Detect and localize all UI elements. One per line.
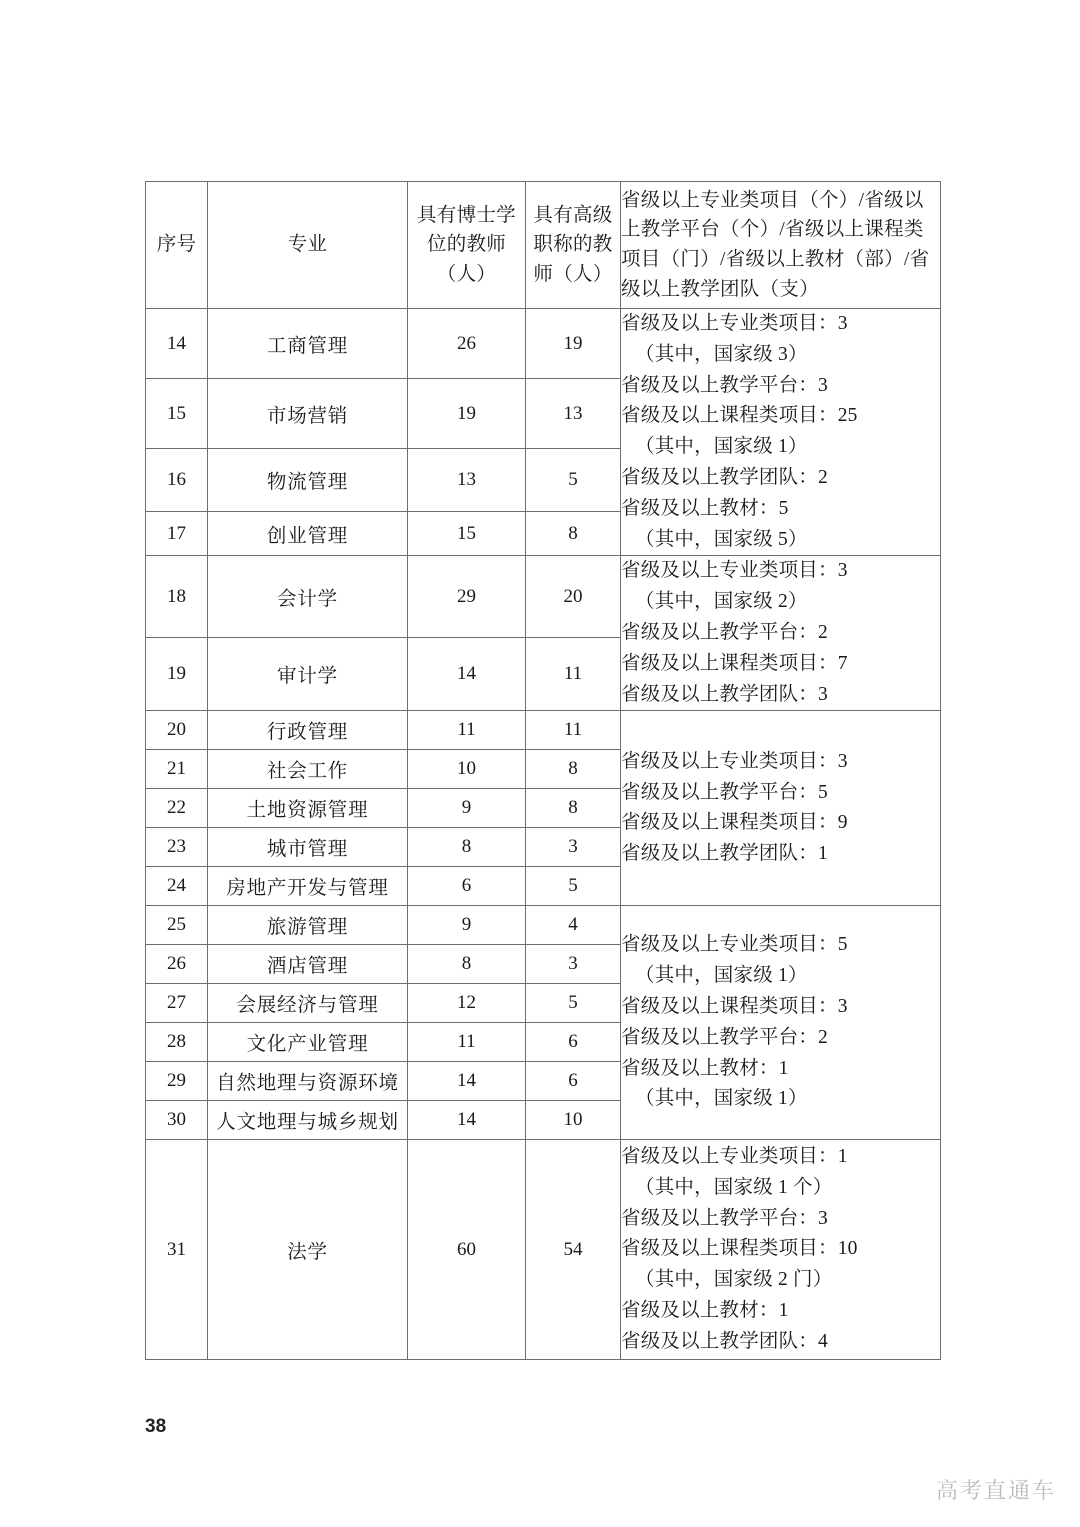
cell-major: 市场营销 [208, 379, 408, 449]
project-line: 省级及以上课程类项目：9 [621, 812, 848, 834]
project-line: 省级及以上教学平台：3 [621, 374, 828, 396]
cell-index: 24 [146, 867, 208, 906]
cell-index: 20 [146, 711, 208, 750]
project-line: 省级及以上专业类项目：3 [621, 560, 848, 582]
cell-major: 创业管理 [208, 512, 408, 556]
majors-table [145, 181, 941, 1360]
cell-index: 21 [146, 750, 208, 789]
column-header-major: 专业 [208, 182, 408, 309]
project-line: （其中，国家级 1） [635, 1088, 808, 1110]
cell-phd-teachers: 12 [408, 984, 526, 1023]
project-line: 省级及以上教材：5 [621, 497, 789, 519]
column-header-projects: 省级以上专业类项目（个）/省级以上教学平台（个）/省级以上课程类项目（门）/省级以上教材（部）/省级以上教学团队（支） [621, 182, 941, 309]
cell-index: 30 [146, 1101, 208, 1140]
cell-index: 14 [146, 309, 208, 379]
cell-projects [621, 556, 941, 711]
cell-phd-teachers: 14 [408, 638, 526, 711]
cell-phd-teachers: 14 [408, 1062, 526, 1101]
project-line: （其中，国家级 3） [635, 343, 808, 365]
page-number: 38 [145, 1416, 167, 1437]
cell-phd-teachers: 8 [408, 828, 526, 867]
cell-phd-teachers: 14 [408, 1101, 526, 1140]
table-row [146, 556, 941, 638]
project-line: 省级及以上教学团队：3 [621, 683, 828, 705]
project-line: （其中，国家级 1） [635, 965, 808, 987]
cell-phd-teachers: 29 [408, 556, 526, 638]
cell-phd-teachers: 11 [408, 711, 526, 750]
cell-senior-teachers: 13 [526, 379, 621, 449]
cell-major: 工商管理 [208, 309, 408, 379]
cell-projects [621, 906, 941, 1140]
cell-senior-teachers: 5 [526, 867, 621, 906]
project-line: 省级及以上教学平台：5 [621, 781, 828, 803]
project-line: 省级及以上课程类项目：7 [621, 652, 848, 674]
project-line: 省级及以上专业类项目：3 [621, 750, 848, 772]
cell-major: 土地资源管理 [208, 789, 408, 828]
cell-index: 16 [146, 449, 208, 512]
header-row [146, 182, 941, 309]
cell-phd-teachers: 15 [408, 512, 526, 556]
project-line: （其中，国家级 1 个） [635, 1176, 833, 1198]
project-line: （其中，国家级 2 门） [635, 1269, 833, 1291]
cell-phd-teachers: 9 [408, 789, 526, 828]
cell-phd-teachers: 60 [408, 1140, 526, 1360]
cell-index: 25 [146, 906, 208, 945]
cell-major: 社会工作 [208, 750, 408, 789]
project-line: 省级及以上教学平台：2 [621, 621, 828, 643]
cell-index: 23 [146, 828, 208, 867]
project-line: 省级及以上教材：1 [621, 1057, 789, 1079]
cell-senior-teachers: 8 [526, 512, 621, 556]
cell-phd-teachers: 10 [408, 750, 526, 789]
cell-index: 27 [146, 984, 208, 1023]
project-line: 省级及以上专业类项目：5 [621, 934, 848, 956]
cell-senior-teachers: 20 [526, 556, 621, 638]
cell-projects [621, 711, 941, 906]
cell-phd-teachers: 13 [408, 449, 526, 512]
cell-index: 15 [146, 379, 208, 449]
cell-senior-teachers: 5 [526, 984, 621, 1023]
column-header-phd-teachers: 具有博士学位的教师（人） [408, 182, 526, 309]
cell-senior-teachers: 5 [526, 449, 621, 512]
cell-major: 文化产业管理 [208, 1023, 408, 1062]
cell-senior-teachers: 11 [526, 638, 621, 711]
cell-major: 审计学 [208, 638, 408, 711]
cell-senior-teachers: 54 [526, 1140, 621, 1360]
project-line: 省级及以上教学团队：1 [621, 843, 828, 865]
cell-major: 会计学 [208, 556, 408, 638]
table-row [146, 309, 941, 379]
cell-major: 行政管理 [208, 711, 408, 750]
cell-major: 房地产开发与管理 [208, 867, 408, 906]
project-line: 省级及以上教学团队：2 [621, 466, 828, 488]
cell-index: 18 [146, 556, 208, 638]
cell-phd-teachers: 6 [408, 867, 526, 906]
cell-index: 29 [146, 1062, 208, 1101]
project-line: 省级及以上教学平台：3 [621, 1207, 828, 1229]
column-header-index: 序号 [146, 182, 208, 309]
cell-major: 自然地理与资源环境 [208, 1062, 408, 1101]
table-row [146, 906, 941, 945]
cell-index: 31 [146, 1140, 208, 1360]
cell-major: 旅游管理 [208, 906, 408, 945]
project-line: 省级及以上教学团队：4 [621, 1330, 828, 1352]
project-line: 省级及以上课程类项目：3 [621, 996, 848, 1018]
project-line: 省级及以上教学平台：2 [621, 1026, 828, 1048]
project-line: （其中，国家级 2） [635, 591, 808, 613]
table-row [146, 711, 941, 750]
cell-phd-teachers: 26 [408, 309, 526, 379]
cell-phd-teachers: 9 [408, 906, 526, 945]
project-line: 省级及以上课程类项目：10 [621, 1238, 858, 1260]
cell-senior-teachers: 19 [526, 309, 621, 379]
project-line: 省级及以上课程类项目：25 [621, 405, 858, 427]
cell-phd-teachers: 8 [408, 945, 526, 984]
cell-index: 17 [146, 512, 208, 556]
cell-major: 酒店管理 [208, 945, 408, 984]
cell-major: 法学 [208, 1140, 408, 1360]
cell-major: 会展经济与管理 [208, 984, 408, 1023]
project-line: 省级及以上专业类项目：1 [621, 1146, 848, 1168]
cell-projects [621, 309, 941, 556]
project-line: （其中，国家级 1） [635, 436, 808, 458]
cell-senior-teachers: 6 [526, 1062, 621, 1101]
cell-major: 人文地理与城乡规划 [208, 1101, 408, 1140]
cell-index: 22 [146, 789, 208, 828]
table-row [146, 1140, 941, 1360]
cell-phd-teachers: 11 [408, 1023, 526, 1062]
cell-senior-teachers: 10 [526, 1101, 621, 1140]
cell-senior-teachers: 8 [526, 750, 621, 789]
cell-senior-teachers: 3 [526, 828, 621, 867]
project-line: （其中，国家级 5） [635, 528, 808, 550]
table-header [146, 182, 941, 309]
cell-senior-teachers: 11 [526, 711, 621, 750]
table-body [146, 309, 941, 1360]
project-line: 省级及以上专业类项目：3 [621, 313, 848, 334]
cell-senior-teachers: 8 [526, 789, 621, 828]
column-header-senior-teachers: 具有高级职称的教师（人） [526, 182, 621, 309]
project-line: 省级及以上教材：1 [621, 1300, 789, 1322]
cell-senior-teachers: 6 [526, 1023, 621, 1062]
cell-index: 26 [146, 945, 208, 984]
majors-table-container [145, 181, 940, 1360]
cell-major: 城市管理 [208, 828, 408, 867]
cell-phd-teachers: 19 [408, 379, 526, 449]
cell-major: 物流管理 [208, 449, 408, 512]
cell-index: 28 [146, 1023, 208, 1062]
cell-projects [621, 1140, 941, 1360]
cell-senior-teachers: 4 [526, 906, 621, 945]
watermark: 高考直通车 [935, 1478, 1056, 1503]
cell-senior-teachers: 3 [526, 945, 621, 984]
cell-index: 19 [146, 638, 208, 711]
